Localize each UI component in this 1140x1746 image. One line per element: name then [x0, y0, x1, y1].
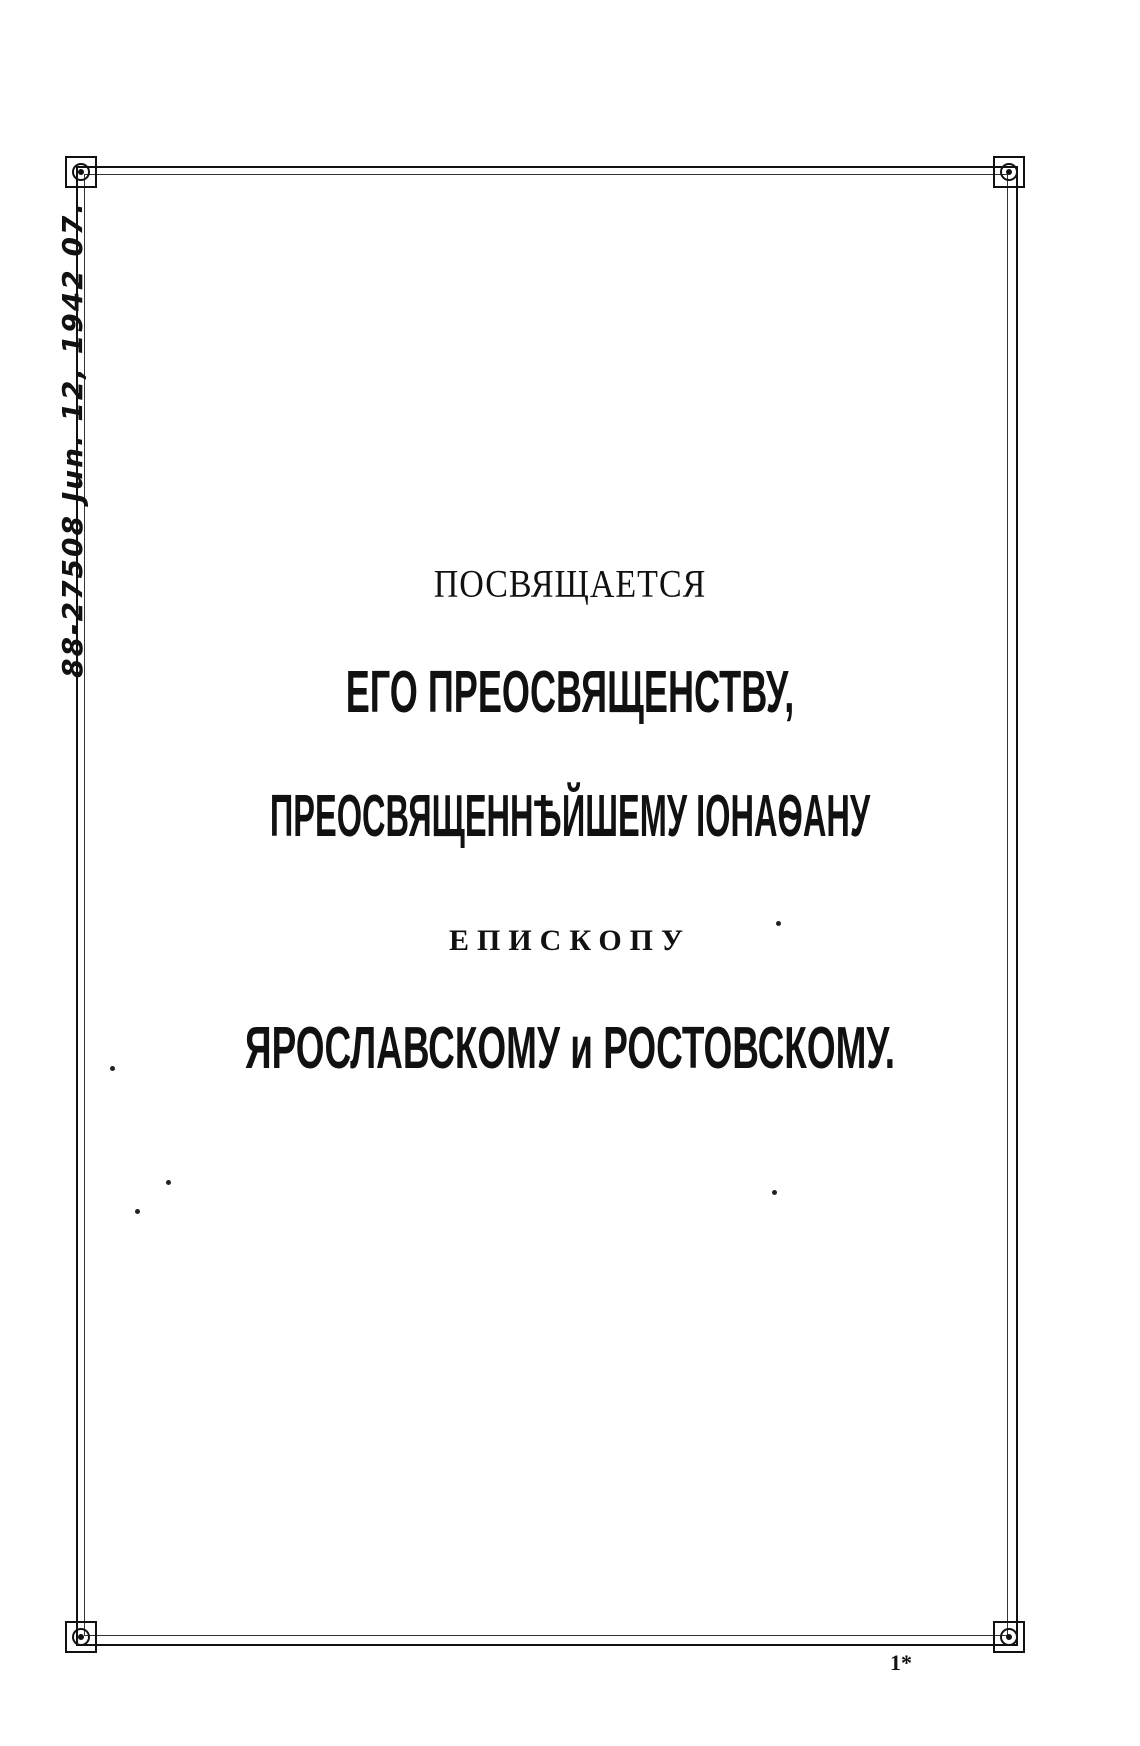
dedicatee-diocese-line: ЯРОСЛАВСКОМУ и РОСТОВСКОМУ. — [244, 1015, 896, 1082]
ornamental-frame-inner-border — [84, 174, 1008, 1636]
dedication-title-line: ЕГО ПРЕОСВЯЩЕНСТВУ, — [345, 659, 795, 726]
corner-ornament-icon — [64, 1620, 98, 1654]
ink-speck — [135, 1209, 140, 1214]
ink-speck — [772, 1190, 777, 1195]
dedicatee-rank-line: ЕПИСКОПУ — [448, 924, 692, 957]
ink-speck — [110, 1066, 115, 1071]
dedicatee-name-line: ПРЕОСВЯЩЕННѢЙШЕМУ ІОНАѲАНУ — [269, 783, 871, 850]
ink-speck — [776, 921, 781, 926]
corner-ornament-icon — [992, 1620, 1026, 1654]
corner-ornament-icon — [992, 155, 1026, 189]
page-signature-mark: 1* — [890, 1650, 912, 1675]
ink-speck — [166, 1180, 171, 1185]
dedication-heading: ПОСВЯЩАЕТСЯ — [433, 563, 707, 606]
handwritten-accession-note: 88-27508 Jun. 12, 1942 07. — [56, 200, 89, 678]
